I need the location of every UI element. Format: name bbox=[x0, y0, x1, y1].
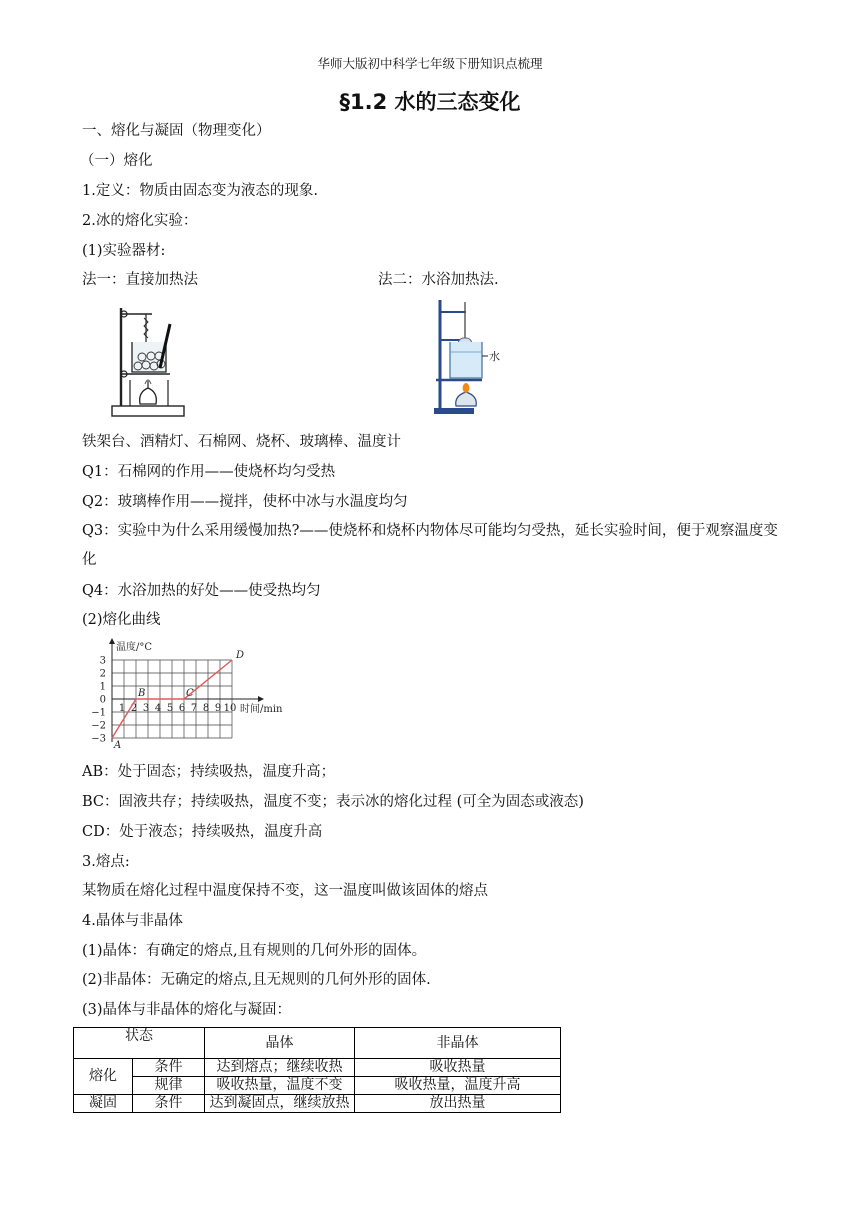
x-tick-label: 4 bbox=[154, 703, 162, 714]
melting-point-definition: 某物质在熔化过程中温度保持不变，这一温度叫做该固体的熔点 bbox=[82, 883, 488, 899]
direct-heating-apparatus bbox=[108, 300, 188, 422]
table-cell: 吸收热量，温度不变 bbox=[205, 1077, 355, 1095]
table-cell: 规律 bbox=[133, 1077, 205, 1095]
section-heading: 一、熔化与凝固（物理变化） bbox=[82, 123, 271, 139]
table-row bbox=[74, 1095, 561, 1113]
table-cell: 放出热量 bbox=[355, 1095, 561, 1113]
y-tick-label: −1 bbox=[91, 707, 106, 719]
y-tick-label: 0 bbox=[99, 694, 106, 706]
water-bath-apparatus bbox=[430, 296, 520, 418]
x-tick-label: 3 bbox=[142, 703, 150, 714]
table-cell: 达到凝固点，继续放热 bbox=[205, 1095, 355, 1113]
question-q3: Q3：实验中为什么采用缓慢加热?——使烧杯和烧杯内物体尽可能均匀受热，延长实验时间，便于观察温度变化 bbox=[82, 523, 778, 568]
x-axis-arrow bbox=[258, 696, 264, 702]
y-tick-label: −2 bbox=[91, 720, 106, 732]
segment-cd: CD：处于液态；持续吸热，温度升高 bbox=[82, 824, 323, 840]
melting-point-heading: 3.熔点: bbox=[82, 854, 130, 870]
table-row bbox=[74, 1059, 561, 1077]
segment-ab: AB：处于固态；持续吸热，温度升高； bbox=[82, 764, 336, 780]
method-two-label: 法二：水浴加热法. bbox=[378, 272, 499, 288]
table-cell: 达到熔点；继续收热 bbox=[205, 1059, 355, 1077]
curve-heading: (2)熔化曲线 bbox=[82, 612, 161, 628]
experiment-heading: 2.冰的熔化实验： bbox=[82, 213, 198, 229]
y-tick-label: 3 bbox=[99, 655, 106, 667]
x-tick-label: 10 bbox=[223, 703, 237, 714]
x-axis-label: 时间/min bbox=[240, 704, 283, 715]
x-tick-label: 2 bbox=[130, 703, 138, 714]
page-header: 华师大版初中科学七年级下册知识点梳理 bbox=[317, 56, 543, 71]
subsection-heading: （一）熔化 bbox=[80, 153, 153, 169]
y-tick-label: 1 bbox=[99, 681, 106, 693]
table-cell: 熔化 bbox=[74, 1059, 133, 1095]
point-label-c: C bbox=[186, 688, 194, 699]
point-label-a: A bbox=[114, 740, 122, 750]
page-title: §1.2 水的三态变化 bbox=[339, 90, 521, 114]
equipment-list: 铁架台、酒精灯、石棉网、烧杯、玻璃棒、温度计 bbox=[82, 434, 401, 450]
point-label-d: D bbox=[236, 650, 245, 661]
crystal-comparison-table bbox=[73, 1027, 561, 1113]
water-label: 水 bbox=[489, 350, 500, 363]
equipment-heading: (1)实验器材: bbox=[82, 243, 166, 259]
table-cell: 晶体 bbox=[205, 1028, 355, 1059]
question-q2: Q2：玻璃棒作用——搅拌，使杯中冰与水温度均匀 bbox=[82, 494, 408, 510]
table-cell: 吸收热量 bbox=[355, 1059, 561, 1077]
x-tick-label: 9 bbox=[214, 703, 222, 714]
crystal-heading: 4.晶体与非晶体 bbox=[82, 913, 183, 929]
table-cell: 凝固 bbox=[74, 1095, 133, 1113]
comparison-heading: (3)晶体与非晶体的熔化与凝固： bbox=[82, 1002, 292, 1018]
table-cell: 吸收热量，温度升高 bbox=[355, 1077, 561, 1095]
point-label-b: B bbox=[138, 688, 146, 699]
table-row bbox=[74, 1028, 561, 1059]
y-tick-label: 2 bbox=[99, 668, 106, 680]
y-tick-label: −3 bbox=[91, 733, 106, 745]
x-tick-label: 8 bbox=[202, 703, 210, 714]
table-row bbox=[74, 1077, 561, 1095]
question-q4: Q4：水浴加热的好处——使受热均匀 bbox=[82, 583, 321, 599]
noncrystal-definition: (2)非晶体：无确定的熔点,且无规则的几何外形的固体. bbox=[82, 972, 431, 988]
table-cell: 状态 bbox=[74, 1028, 205, 1059]
table-cell: 非晶体 bbox=[355, 1028, 561, 1059]
question-q1: Q1：石棉网的作用——使烧杯均匀受热 bbox=[82, 464, 336, 480]
table-cell: 条件 bbox=[133, 1095, 205, 1113]
segment-bc: BC：固液共存；持续吸热，温度不变；表示冰的熔化过程 (可全为固态或液态) bbox=[82, 794, 584, 810]
x-tick-label: 7 bbox=[190, 703, 198, 714]
method-one-label: 法一：直接加热法 bbox=[82, 272, 198, 288]
y-axis-label: 温度/°C bbox=[116, 642, 153, 653]
x-tick-label: 1 bbox=[118, 703, 126, 714]
crystal-definition: (1)晶体：有确定的熔点,且有规则的几何外形的固体。 bbox=[82, 943, 427, 959]
x-tick-label: 5 bbox=[166, 703, 174, 714]
melting-curve-chart bbox=[82, 636, 286, 750]
definition-text: 1.定义：物质由固态变为液态的现象. bbox=[82, 183, 318, 199]
x-tick-label: 6 bbox=[178, 703, 186, 714]
table-cell: 条件 bbox=[133, 1059, 205, 1077]
y-axis-arrow bbox=[109, 638, 115, 644]
